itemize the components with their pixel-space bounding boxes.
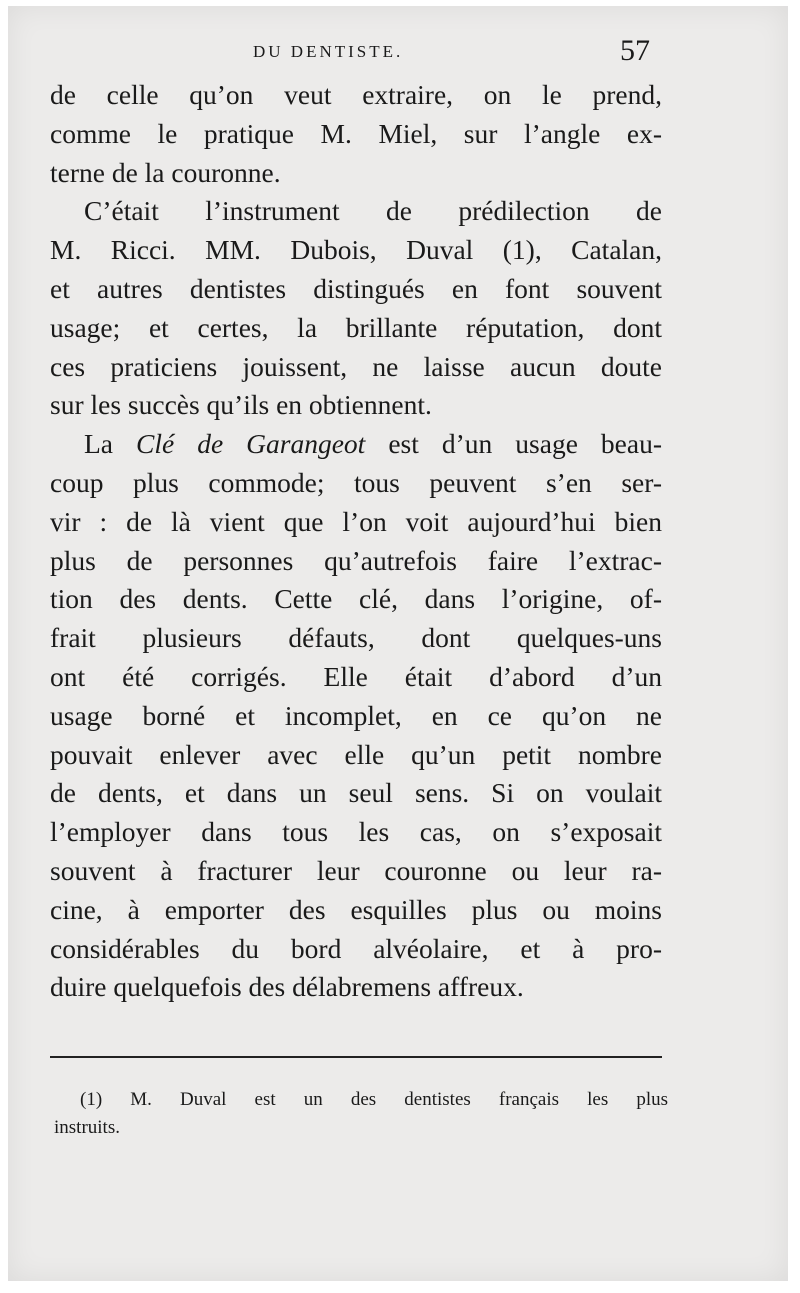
italic-term: Clé de Garangeot — [136, 428, 366, 460]
footnote-line: instruits. — [54, 1117, 120, 1138]
footnote-divider — [50, 1056, 662, 1058]
text-line: ces praticiens jouissent, ne laisse aucun doute — [50, 350, 662, 382]
text-line: coup plus commode; tous peuvent s’en ser- — [50, 466, 662, 498]
footnote — [54, 1086, 668, 1142]
text-fragment: est d’un usage beau- — [365, 428, 662, 460]
text-line: tion des dents. Cette clé, dans l’origine, of- — [50, 583, 662, 615]
text-line: et autres dentistes distingués en font souvent — [50, 272, 662, 304]
text-line: usage; et certes, la brillante réputation, dont — [50, 311, 662, 343]
body-text — [50, 76, 662, 1007]
text-line: ont été corrigés. Elle était d’abord d’un — [50, 660, 662, 692]
text-line: duire quelquefois des délabremens affreux. — [50, 971, 524, 1003]
text-fragment: La — [84, 428, 137, 460]
text-line: de celle qu’on veut extraire, on le prend, — [50, 79, 662, 110]
page-header — [8, 34, 788, 74]
text-line: frait plusieurs défauts, dont quelques-uns — [50, 622, 662, 654]
text-line: souvent à fracturer leur couronne ou leur ra- — [50, 854, 662, 886]
page-number: 57 — [620, 34, 650, 67]
text-line: considérables du bord alvéolaire, et à pro- — [50, 932, 662, 964]
text-line: vir : de là vient que l’on voit aujourd’hui bien — [50, 505, 662, 537]
text-line: C’était l’instrument de prédilection de — [84, 195, 662, 227]
text-line: cine, à emporter des esquilles plus ou moins — [50, 893, 662, 925]
book-page — [8, 6, 788, 1281]
text-line: plus de personnes qu’autrefois faire l’extrac- — [50, 544, 662, 576]
text-line: pouvait enlever avec elle qu’un petit nombre — [50, 738, 662, 770]
text-line: terne de la couronne. — [50, 156, 281, 188]
text-line: M. Ricci. MM. Dubois, Duval (1), Catalan, — [50, 234, 662, 266]
text-line: usage borné et incomplet, en ce qu’on ne — [50, 699, 662, 731]
footnote-line: (1) M. Duval est un des dentistes français les plus — [80, 1089, 668, 1110]
running-title: DU DENTISTE. — [253, 42, 404, 61]
text-line: sur les succès qu’ils en obtiennent. — [50, 389, 432, 421]
text-line — [50, 425, 662, 464]
text-line: comme le pratique M. Miel, sur l’angle ex- — [50, 117, 662, 149]
text-line: de dents, et dans un seul sens. Si on voulait — [50, 777, 662, 809]
text-line: l’employer dans tous les cas, on s’exposait — [50, 816, 662, 848]
